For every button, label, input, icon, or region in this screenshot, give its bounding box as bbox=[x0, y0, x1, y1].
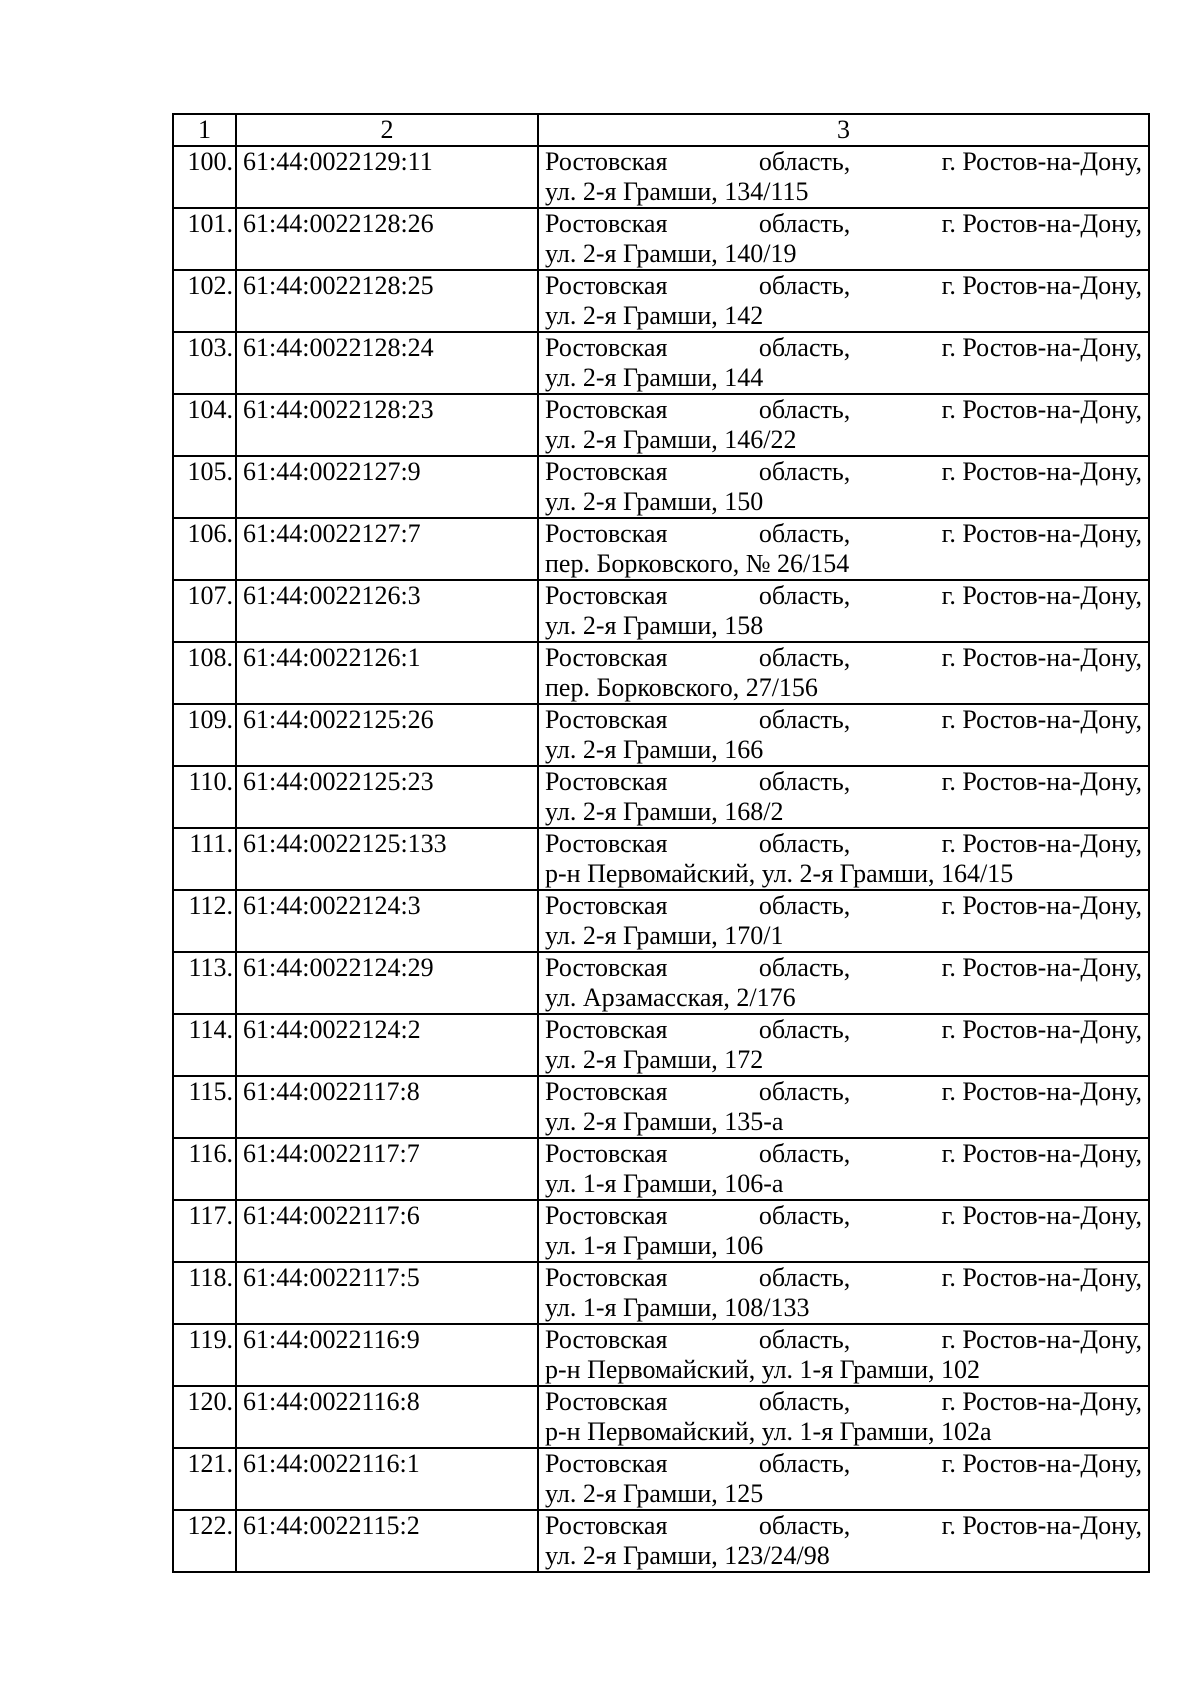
address-region: Ростовская bbox=[545, 705, 668, 734]
address-region-type: область, bbox=[758, 829, 851, 858]
cadastral-number: 61:44:0022129:11 bbox=[236, 146, 538, 208]
cadastral-number: 61:44:0022124:2 bbox=[236, 1014, 538, 1076]
address-region: Ростовская bbox=[545, 767, 668, 796]
address-line-1 bbox=[545, 271, 1142, 301]
address-region-type: область, bbox=[758, 891, 851, 920]
address-region: Ростовская bbox=[545, 643, 668, 672]
row-number: 100. bbox=[173, 146, 236, 208]
address-line-2: пер. Борковского, № 26/154 bbox=[545, 549, 850, 578]
row-number: 102. bbox=[173, 270, 236, 332]
address-region-type: область, bbox=[758, 581, 851, 610]
table-row bbox=[173, 208, 1149, 270]
address-cell bbox=[538, 518, 1149, 580]
address-region: Ростовская bbox=[545, 891, 668, 920]
address-region-type: область, bbox=[758, 643, 851, 672]
address-line-2: ул. 2-я Грамши, 168/2 bbox=[545, 797, 784, 826]
row-number: 106. bbox=[173, 518, 236, 580]
address-line-1 bbox=[545, 1325, 1142, 1355]
cadastral-number: 61:44:0022126:1 bbox=[236, 642, 538, 704]
cadastral-number: 61:44:0022116:9 bbox=[236, 1324, 538, 1386]
address-city: г. Ростов-на-Дону, bbox=[941, 147, 1142, 176]
address-city: г. Ростов-на-Дону, bbox=[941, 1387, 1142, 1416]
table-row bbox=[173, 518, 1149, 580]
table-row bbox=[173, 1386, 1149, 1448]
table-row bbox=[173, 1324, 1149, 1386]
address-cell bbox=[538, 332, 1149, 394]
address-city: г. Ростов-на-Дону, bbox=[941, 457, 1142, 486]
address-cell bbox=[538, 146, 1149, 208]
address-line-2: р-н Первомайский, ул. 1-я Грамши, 102 bbox=[545, 1355, 980, 1384]
row-number: 108. bbox=[173, 642, 236, 704]
address-line-1 bbox=[545, 1015, 1142, 1045]
row-number: 119. bbox=[173, 1324, 236, 1386]
address-region: Ростовская bbox=[545, 209, 668, 238]
address-region: Ростовская bbox=[545, 147, 668, 176]
address-region: Ростовская bbox=[545, 829, 668, 858]
address-region-type: область, bbox=[758, 1201, 851, 1230]
address-line-2: ул. 2-я Грамши, 125 bbox=[545, 1479, 764, 1508]
address-city: г. Ростов-на-Дону, bbox=[941, 1015, 1142, 1044]
address-cell bbox=[538, 1262, 1149, 1324]
address-region-type: область, bbox=[758, 1077, 851, 1106]
address-region-type: область, bbox=[758, 209, 851, 238]
address-city: г. Ростов-на-Дону, bbox=[941, 1263, 1142, 1292]
address-city: г. Ростов-на-Дону, bbox=[941, 395, 1142, 424]
table-row bbox=[173, 456, 1149, 518]
address-cell bbox=[538, 1138, 1149, 1200]
address-line-2: ул. 2-я Грамши, 142 bbox=[545, 301, 764, 330]
address-region: Ростовская bbox=[545, 1201, 668, 1230]
address-line-2: ул. 1-я Грамши, 106 bbox=[545, 1231, 764, 1260]
address-line-1 bbox=[545, 1511, 1142, 1541]
table-row bbox=[173, 1510, 1149, 1572]
table-row bbox=[173, 1448, 1149, 1510]
address-line-2: ул. 2-я Грамши, 172 bbox=[545, 1045, 764, 1074]
address-region: Ростовская bbox=[545, 1015, 668, 1044]
address-region: Ростовская bbox=[545, 1511, 668, 1540]
address-cell bbox=[538, 1510, 1149, 1572]
address-cell bbox=[538, 580, 1149, 642]
address-line-2: ул. 2-я Грамши, 123/24/98 bbox=[545, 1541, 830, 1570]
table-row bbox=[173, 766, 1149, 828]
cadastral-number: 61:44:0022117:7 bbox=[236, 1138, 538, 1200]
cadastral-number: 61:44:0022128:25 bbox=[236, 270, 538, 332]
address-region: Ростовская bbox=[545, 271, 668, 300]
cadastral-number: 61:44:0022125:133 bbox=[236, 828, 538, 890]
address-region-type: область, bbox=[758, 1139, 851, 1168]
address-city: г. Ростов-на-Дону, bbox=[941, 1449, 1142, 1478]
table-row bbox=[173, 828, 1149, 890]
address-line-1 bbox=[545, 395, 1142, 425]
address-region: Ростовская bbox=[545, 1139, 668, 1168]
address-line-1 bbox=[545, 147, 1142, 177]
row-number: 120. bbox=[173, 1386, 236, 1448]
address-line-2: ул. 2-я Грамши, 170/1 bbox=[545, 921, 784, 950]
address-cell bbox=[538, 642, 1149, 704]
table-row bbox=[173, 952, 1149, 1014]
address-line-1 bbox=[545, 891, 1142, 921]
address-region-type: область, bbox=[758, 519, 851, 548]
address-city: г. Ростов-на-Дону, bbox=[941, 643, 1142, 672]
address-line-1 bbox=[545, 519, 1142, 549]
address-region: Ростовская bbox=[545, 395, 668, 424]
address-city: г. Ростов-на-Дону, bbox=[941, 519, 1142, 548]
address-city: г. Ростов-на-Дону, bbox=[941, 1325, 1142, 1354]
row-number: 110. bbox=[173, 766, 236, 828]
row-number: 105. bbox=[173, 456, 236, 518]
row-number: 118. bbox=[173, 1262, 236, 1324]
address-line-2: пер. Борковского, 27/156 bbox=[545, 673, 818, 702]
address-region-type: область, bbox=[758, 1263, 851, 1292]
column-header-cadastral: 2 bbox=[236, 114, 538, 146]
address-line-2: ул. 2-я Грамши, 166 bbox=[545, 735, 764, 764]
address-city: г. Ростов-на-Дону, bbox=[941, 333, 1142, 362]
cadastral-number: 61:44:0022117:8 bbox=[236, 1076, 538, 1138]
address-line-1 bbox=[545, 705, 1142, 735]
address-region-type: область, bbox=[758, 333, 851, 362]
address-region: Ростовская bbox=[545, 1449, 668, 1478]
column-header-number: 1 bbox=[173, 114, 236, 146]
address-region-type: область, bbox=[758, 705, 851, 734]
address-line-2: ул. 2-я Грамши, 144 bbox=[545, 363, 764, 392]
row-number: 114. bbox=[173, 1014, 236, 1076]
address-line-2: р-н Первомайский, ул. 2-я Грамши, 164/15 bbox=[545, 859, 1014, 888]
row-number: 112. bbox=[173, 890, 236, 952]
address-region-type: область, bbox=[758, 953, 851, 982]
address-city: г. Ростов-на-Дону, bbox=[941, 271, 1142, 300]
address-line-2: ул. 2-я Грамши, 135-а bbox=[545, 1107, 784, 1136]
address-region-type: область, bbox=[758, 1015, 851, 1044]
address-region: Ростовская bbox=[545, 953, 668, 982]
address-city: г. Ростов-на-Дону, bbox=[941, 1077, 1142, 1106]
address-region-type: область, bbox=[758, 767, 851, 796]
address-city: г. Ростов-на-Дону, bbox=[941, 581, 1142, 610]
cadastral-number: 61:44:0022125:23 bbox=[236, 766, 538, 828]
table-header bbox=[173, 114, 1149, 146]
address-line-1 bbox=[545, 1139, 1142, 1169]
cadastral-number: 61:44:0022128:24 bbox=[236, 332, 538, 394]
table-row bbox=[173, 270, 1149, 332]
address-city: г. Ростов-на-Дону, bbox=[941, 829, 1142, 858]
address-cell bbox=[538, 1200, 1149, 1262]
address-region: Ростовская bbox=[545, 1325, 668, 1354]
address-line-2: ул. 1-я Грамши, 108/133 bbox=[545, 1293, 810, 1322]
table-row bbox=[173, 1138, 1149, 1200]
address-region-type: область, bbox=[758, 1511, 851, 1540]
address-region: Ростовская bbox=[545, 519, 668, 548]
address-cell bbox=[538, 890, 1149, 952]
table-row bbox=[173, 1262, 1149, 1324]
address-region: Ростовская bbox=[545, 1077, 668, 1106]
table-row bbox=[173, 1076, 1149, 1138]
table-row bbox=[173, 146, 1149, 208]
row-number: 121. bbox=[173, 1448, 236, 1510]
cadastral-number: 61:44:0022117:6 bbox=[236, 1200, 538, 1262]
table-row bbox=[173, 332, 1149, 394]
address-city: г. Ростов-на-Дону, bbox=[941, 705, 1142, 734]
address-line-2: ул. 2-я Грамши, 150 bbox=[545, 487, 764, 516]
address-city: г. Ростов-на-Дону, bbox=[941, 1511, 1142, 1540]
address-line-1 bbox=[545, 767, 1142, 797]
address-cell bbox=[538, 1014, 1149, 1076]
address-cell bbox=[538, 1076, 1149, 1138]
address-line-1 bbox=[545, 1449, 1142, 1479]
address-cell bbox=[538, 394, 1149, 456]
cadastral-number: 61:44:0022124:29 bbox=[236, 952, 538, 1014]
cadastral-number: 61:44:0022116:1 bbox=[236, 1448, 538, 1510]
address-cell bbox=[538, 208, 1149, 270]
address-line-1 bbox=[545, 829, 1142, 859]
cadastral-number: 61:44:0022126:3 bbox=[236, 580, 538, 642]
header-row bbox=[173, 114, 1149, 146]
address-cell bbox=[538, 766, 1149, 828]
address-cell bbox=[538, 1448, 1149, 1510]
address-region-type: область, bbox=[758, 1325, 851, 1354]
address-line-1 bbox=[545, 1077, 1142, 1107]
row-number: 101. bbox=[173, 208, 236, 270]
column-header-address: 3 bbox=[538, 114, 1149, 146]
address-line-2: ул. 2-я Грамши, 140/19 bbox=[545, 239, 797, 268]
cadastral-number: 61:44:0022127:9 bbox=[236, 456, 538, 518]
address-line-1 bbox=[545, 581, 1142, 611]
table-row bbox=[173, 890, 1149, 952]
cadastral-number: 61:44:0022128:23 bbox=[236, 394, 538, 456]
address-cell bbox=[538, 1324, 1149, 1386]
address-cell bbox=[538, 704, 1149, 766]
cadastral-number: 61:44:0022115:2 bbox=[236, 1510, 538, 1572]
row-number: 115. bbox=[173, 1076, 236, 1138]
table-body bbox=[173, 146, 1149, 1572]
address-line-2: ул. Арзамасская, 2/176 bbox=[545, 983, 796, 1012]
address-cell bbox=[538, 952, 1149, 1014]
address-cell bbox=[538, 828, 1149, 890]
address-line-2: ул. 2-я Грамши, 134/115 bbox=[545, 177, 809, 206]
address-line-1 bbox=[545, 209, 1142, 239]
address-city: г. Ростов-на-Дону, bbox=[941, 1139, 1142, 1168]
address-line-2: ул. 2-я Грамши, 146/22 bbox=[545, 425, 797, 454]
row-number: 111. bbox=[173, 828, 236, 890]
address-line-1 bbox=[545, 1263, 1142, 1293]
cadastral-number: 61:44:0022124:3 bbox=[236, 890, 538, 952]
address-line-1 bbox=[545, 333, 1142, 363]
row-number: 116. bbox=[173, 1138, 236, 1200]
address-city: г. Ростов-на-Дону, bbox=[941, 891, 1142, 920]
address-line-1 bbox=[545, 953, 1142, 983]
address-cell bbox=[538, 456, 1149, 518]
row-number: 107. bbox=[173, 580, 236, 642]
table-row bbox=[173, 394, 1149, 456]
address-city: г. Ростов-на-Дону, bbox=[941, 1201, 1142, 1230]
address-region: Ростовская bbox=[545, 1263, 668, 1292]
row-number: 104. bbox=[173, 394, 236, 456]
address-region-type: область, bbox=[758, 457, 851, 486]
row-number: 122. bbox=[173, 1510, 236, 1572]
row-number: 109. bbox=[173, 704, 236, 766]
address-region-type: область, bbox=[758, 1449, 851, 1478]
address-cell bbox=[538, 270, 1149, 332]
address-city: г. Ростов-на-Дону, bbox=[941, 209, 1142, 238]
address-region: Ростовская bbox=[545, 457, 668, 486]
cadastral-number: 61:44:0022127:7 bbox=[236, 518, 538, 580]
address-line-1 bbox=[545, 1387, 1142, 1417]
address-line-2: ул. 2-я Грамши, 158 bbox=[545, 611, 764, 640]
row-number: 117. bbox=[173, 1200, 236, 1262]
table-row bbox=[173, 580, 1149, 642]
cadastral-table bbox=[172, 113, 1150, 1573]
row-number: 113. bbox=[173, 952, 236, 1014]
table-row bbox=[173, 1200, 1149, 1262]
address-region-type: область, bbox=[758, 1387, 851, 1416]
table-row bbox=[173, 642, 1149, 704]
cadastral-number: 61:44:0022116:8 bbox=[236, 1386, 538, 1448]
cadastral-number: 61:44:0022128:26 bbox=[236, 208, 538, 270]
address-region: Ростовская bbox=[545, 1387, 668, 1416]
address-line-2: ул. 1-я Грамши, 106-а bbox=[545, 1169, 784, 1198]
address-line-2: р-н Первомайский, ул. 1-я Грамши, 102а bbox=[545, 1417, 992, 1446]
address-line-1 bbox=[545, 643, 1142, 673]
cadastral-number: 61:44:0022117:5 bbox=[236, 1262, 538, 1324]
address-region-type: область, bbox=[758, 271, 851, 300]
address-region: Ростовская bbox=[545, 333, 668, 362]
address-city: г. Ростов-на-Дону, bbox=[941, 953, 1142, 982]
address-region: Ростовская bbox=[545, 581, 668, 610]
address-line-1 bbox=[545, 1201, 1142, 1231]
row-number: 103. bbox=[173, 332, 236, 394]
table-row bbox=[173, 704, 1149, 766]
address-line-1 bbox=[545, 457, 1142, 487]
cadastral-number: 61:44:0022125:26 bbox=[236, 704, 538, 766]
address-region-type: область, bbox=[758, 395, 851, 424]
table-row bbox=[173, 1014, 1149, 1076]
address-city: г. Ростов-на-Дону, bbox=[941, 767, 1142, 796]
address-cell bbox=[538, 1386, 1149, 1448]
address-region-type: область, bbox=[758, 147, 851, 176]
